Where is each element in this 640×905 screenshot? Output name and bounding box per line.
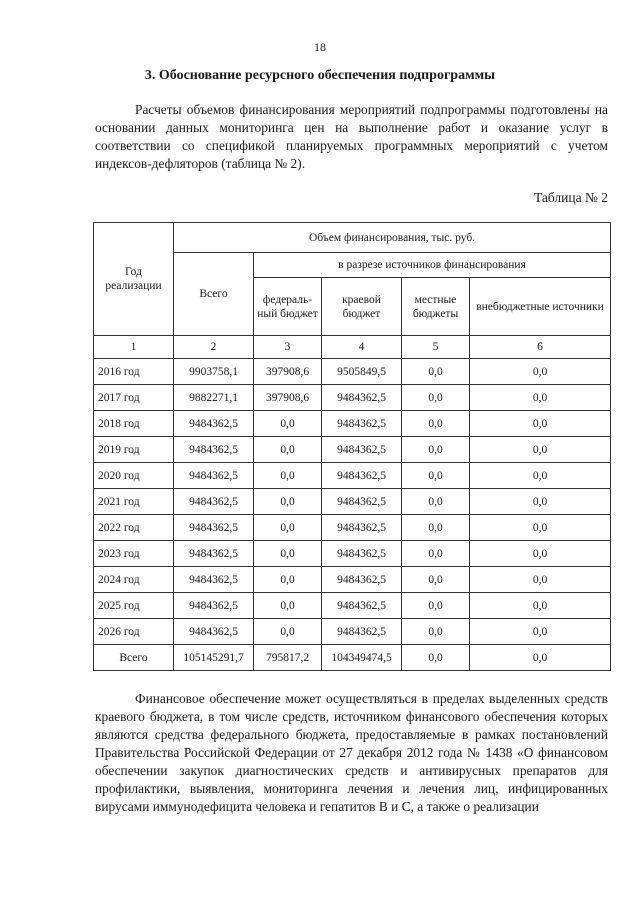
table-cell: 9484362,5 — [322, 515, 402, 541]
table-cell: 0,0 — [254, 489, 322, 515]
table-cell: 9484362,5 — [322, 567, 402, 593]
table-row — [94, 463, 611, 489]
table-cell: 105145291,7 — [174, 645, 254, 671]
row-year-cell: 2023 год — [94, 541, 174, 567]
header-total: Всего — [174, 253, 254, 336]
column-number: 5 — [402, 336, 470, 359]
table-cell: 0,0 — [402, 437, 470, 463]
table-cell: 9484362,5 — [174, 489, 254, 515]
header-regional: краевой бюджет — [322, 278, 402, 336]
table-cell: 0,0 — [402, 463, 470, 489]
table-cell: 9484362,5 — [322, 437, 402, 463]
column-numbers-row — [94, 336, 611, 359]
table-row — [94, 437, 611, 463]
table-cell: 9484362,5 — [322, 619, 402, 645]
table-cell: 9882271,1 — [174, 385, 254, 411]
table-cell: 0,0 — [254, 515, 322, 541]
table-cell: 9484362,5 — [174, 541, 254, 567]
table-cell: 0,0 — [254, 593, 322, 619]
table-row — [94, 645, 611, 671]
column-number: 2 — [174, 336, 254, 359]
header-funding: Объем финансирования, тыс. руб. — [174, 223, 611, 253]
table-row — [94, 593, 611, 619]
table-cell: 397908,6 — [254, 359, 322, 385]
table-cell: 0,0 — [402, 645, 470, 671]
header-federal: федераль-ный бюджет — [254, 278, 322, 336]
table-row — [94, 411, 611, 437]
table-cell: 0,0 — [402, 619, 470, 645]
table-cell: 0,0 — [470, 463, 611, 489]
table-body — [94, 359, 611, 671]
table-row — [94, 619, 611, 645]
table-cell: 0,0 — [402, 359, 470, 385]
column-number: 4 — [322, 336, 402, 359]
table-cell: 9484362,5 — [174, 567, 254, 593]
row-year-cell: 2017 год — [94, 385, 174, 411]
table-cell: 0,0 — [470, 593, 611, 619]
table-cell: 9484362,5 — [322, 463, 402, 489]
row-year-cell: 2026 год — [94, 619, 174, 645]
table-caption: Таблица № 2 — [534, 190, 608, 205]
table-row — [94, 515, 611, 541]
table-cell: 0,0 — [470, 385, 611, 411]
header-local: местные бюджеты — [402, 278, 470, 336]
table-cell: 0,0 — [254, 411, 322, 437]
closing-paragraph: Финансовое обеспечение может осуществляться в пределах выделенных средств краевого бюджета, в том числе средств, источником финансового обеспечения которых являются средства федерального бюджета, предоставляемые в рамках постановлений Правительства Российской Федерации от 27 декабря 2012 года № 1438 «О финансовом обеспечении закупок диагностических средств и антивирусных препаратов для профилактики, выявления, мониторинга лечения и лечения лиц, инфицированных вирусами иммунодефицита человека и гепатитов В и С, а также о реализации — [95, 691, 608, 814]
table-row — [94, 541, 611, 567]
table-cell: 9903758,1 — [174, 359, 254, 385]
row-year-cell: 2016 год — [94, 359, 174, 385]
table-cell: 0,0 — [402, 567, 470, 593]
row-year-cell: 2020 год — [94, 463, 174, 489]
table-cell: 9484362,5 — [174, 619, 254, 645]
header-year: Год реализации — [94, 223, 174, 336]
table-row — [94, 489, 611, 515]
table-cell: 0,0 — [470, 645, 611, 671]
table-cell: 0,0 — [402, 411, 470, 437]
table-cell: 0,0 — [254, 619, 322, 645]
table-cell: 0,0 — [402, 541, 470, 567]
column-number: 6 — [470, 336, 611, 359]
row-year-cell: 2025 год — [94, 593, 174, 619]
row-year-cell: 2022 год — [94, 515, 174, 541]
table-cell: 0,0 — [402, 489, 470, 515]
table-row — [94, 385, 611, 411]
table-cell: 9484362,5 — [322, 541, 402, 567]
row-year-cell: 2021 год — [94, 489, 174, 515]
section-title: 3. Обоснование ресурсного обеспечения подпрограммы — [144, 68, 496, 83]
table-cell: 9505849,5 — [322, 359, 402, 385]
row-year-cell: 2018 год — [94, 411, 174, 437]
table-cell: 0,0 — [254, 567, 322, 593]
column-number: 1 — [94, 336, 174, 359]
table-cell: 104349474,5 — [322, 645, 402, 671]
table-cell: 397908,6 — [254, 385, 322, 411]
page-number: 18 — [314, 40, 326, 54]
table-cell: 9484362,5 — [322, 489, 402, 515]
table-cell: 0,0 — [470, 567, 611, 593]
table-cell: 0,0 — [402, 385, 470, 411]
table-cell: 9484362,5 — [174, 463, 254, 489]
table-row — [94, 567, 611, 593]
table-cell: 0,0 — [254, 437, 322, 463]
table-cell: 9484362,5 — [322, 593, 402, 619]
funding-table — [93, 222, 611, 671]
table-cell: 0,0 — [470, 411, 611, 437]
column-number: 3 — [254, 336, 322, 359]
table-cell: 0,0 — [470, 541, 611, 567]
table-cell: 0,0 — [254, 463, 322, 489]
table-cell: 795817,2 — [254, 645, 322, 671]
row-year-cell: 2019 год — [94, 437, 174, 463]
row-year-cell: Всего — [94, 645, 174, 671]
table-cell: 0,0 — [402, 593, 470, 619]
intro-paragraph: Расчеты объемов финансирования мероприятий подпрограммы подготовлены на основании данных мониторинга цен на выполнение работ и оказание услуг в соответствии со спецификой планируемых программных мероприятий с учетом индексов-дефляторов (таблица № 2). — [95, 102, 608, 171]
header-extrabudget: внебюджетные источники — [470, 278, 611, 336]
table-cell: 0,0 — [470, 437, 611, 463]
table-cell: 0,0 — [470, 359, 611, 385]
header-by-source: в разрезе источников финансирования — [254, 253, 611, 278]
table-row — [94, 359, 611, 385]
table-cell: 0,0 — [470, 619, 611, 645]
row-year-cell: 2024 год — [94, 567, 174, 593]
table-cell: 0,0 — [254, 541, 322, 567]
table-cell: 9484362,5 — [174, 593, 254, 619]
table-cell: 9484362,5 — [322, 385, 402, 411]
table-cell: 9484362,5 — [174, 437, 254, 463]
table-cell: 0,0 — [402, 515, 470, 541]
table-cell: 9484362,5 — [174, 411, 254, 437]
table-cell: 9484362,5 — [322, 411, 402, 437]
table-cell: 9484362,5 — [174, 515, 254, 541]
table-cell: 0,0 — [470, 489, 611, 515]
table-cell: 0,0 — [470, 515, 611, 541]
